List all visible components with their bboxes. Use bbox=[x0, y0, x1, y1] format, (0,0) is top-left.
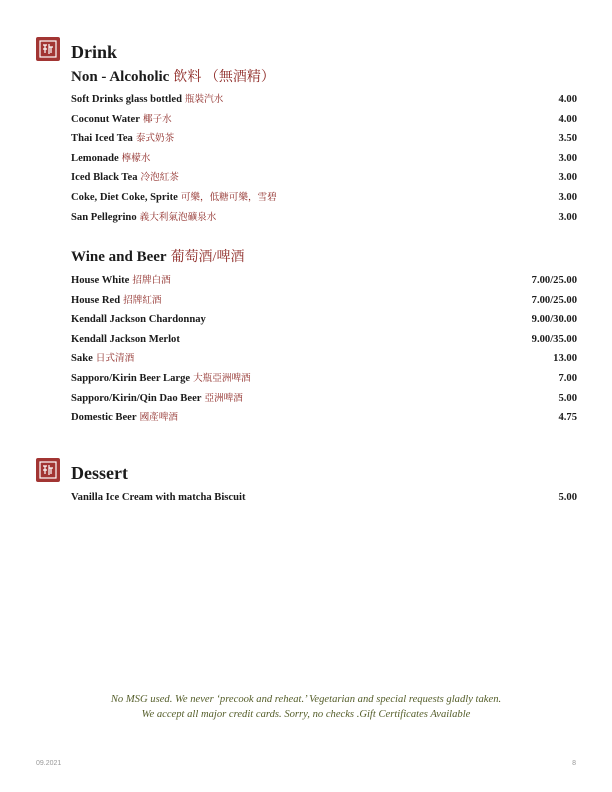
item-price: 9.00/30.00 bbox=[531, 314, 577, 326]
item-price: 3.00 bbox=[558, 152, 577, 164]
menu-item bbox=[71, 389, 577, 409]
wine-beer-title-en: Wine and Beer bbox=[71, 249, 167, 265]
item-name: Coconut Water bbox=[71, 113, 140, 125]
menu-item bbox=[71, 349, 577, 369]
drink-section-title: Drink bbox=[71, 42, 118, 62]
menu-item bbox=[71, 208, 577, 228]
menu-item bbox=[71, 369, 577, 389]
item-name-zh: 大瓶亞洲啤酒 bbox=[193, 372, 251, 384]
restaurant-seal-icon bbox=[36, 458, 60, 482]
menu-item bbox=[71, 110, 577, 130]
non-alcoholic-heading bbox=[71, 66, 275, 86]
item-price: 5.00 bbox=[558, 392, 577, 404]
item-name: Sake bbox=[71, 353, 93, 365]
menu-item bbox=[71, 408, 577, 428]
dessert-section-title: Dessert bbox=[71, 463, 128, 483]
non-alcoholic-title-en: Non - Alcoholic bbox=[71, 69, 170, 85]
footer-note-line-1: No MSG used. We never ‘precook and reheat.’ Vegetarian and special requests gladly taken. bbox=[110, 694, 502, 705]
item-name: Kendall Jackson Chardonnay bbox=[71, 314, 206, 326]
item-price: 5.00 bbox=[558, 492, 577, 503]
non-alcoholic-title-zh: 飲料 （無酒精） bbox=[173, 70, 275, 85]
non-alcoholic-list bbox=[71, 90, 577, 227]
item-name-zh: 招牌紅酒 bbox=[123, 294, 162, 306]
item-name: Thai Iced Tea bbox=[71, 133, 133, 145]
menu-item bbox=[71, 188, 577, 208]
item-name-zh: 亞洲啤酒 bbox=[204, 392, 243, 404]
item-name-zh: 冷泡紅茶 bbox=[140, 172, 179, 184]
item-price: 13.00 bbox=[553, 353, 577, 365]
item-name: House White bbox=[71, 275, 130, 286]
dessert-list bbox=[71, 488, 577, 508]
item-name: Iced Black Tea bbox=[71, 172, 138, 184]
footer-note-line-2: We accept all major credit cards. Sorry, no checks .Gift Certificates Available bbox=[141, 709, 471, 720]
item-price: 3.00 bbox=[558, 172, 577, 184]
print-date: 09.2021 bbox=[36, 760, 62, 767]
item-name-zh: 檸檬水 bbox=[121, 152, 151, 164]
item-price: 4.00 bbox=[558, 113, 577, 125]
wine-beer-title-zh: 葡萄酒/啤酒 bbox=[170, 250, 245, 265]
item-price: 9.00/35.00 bbox=[531, 333, 577, 345]
menu-item bbox=[71, 310, 577, 330]
item-name-zh: 瓶裝汽水 bbox=[184, 94, 224, 105]
item-name-zh: 國產啤酒 bbox=[139, 412, 178, 424]
menu-item bbox=[71, 168, 577, 188]
item-name-zh: 可樂，低糖可樂，雪碧 bbox=[180, 191, 277, 203]
item-name: Vanilla Ice Cream with matcha Biscuit bbox=[71, 492, 246, 503]
page-number: 8 bbox=[572, 760, 576, 767]
item-name-zh: 義大利氣泡礦泉水 bbox=[139, 211, 217, 223]
item-name-zh: 日式清酒 bbox=[95, 353, 135, 365]
wine-beer-list bbox=[71, 271, 577, 428]
item-price: 7.00 bbox=[558, 372, 577, 384]
item-name: Soft Drinks glass bottled bbox=[71, 94, 182, 105]
item-name: Coke, Diet Coke, Sprite bbox=[71, 191, 178, 203]
menu-item bbox=[71, 271, 577, 291]
item-price: 4.00 bbox=[558, 94, 577, 105]
item-name-zh: 泰式奶茶 bbox=[135, 133, 175, 145]
menu-item bbox=[71, 291, 577, 311]
item-name-zh: 椰子水 bbox=[142, 113, 172, 125]
menu-item bbox=[71, 149, 577, 169]
menu-item bbox=[71, 90, 577, 110]
item-price: 7.00/25.00 bbox=[531, 294, 577, 306]
item-name: Sapporo/Kirin Beer Large bbox=[71, 372, 191, 384]
item-name-zh: 招牌白酒 bbox=[132, 275, 171, 286]
wine-beer-heading bbox=[71, 246, 244, 266]
item-name: Kendall Jackson Merlot bbox=[71, 333, 180, 345]
item-name: Sapporo/Kirin/Qin Dao Beer bbox=[71, 392, 202, 404]
item-price: 3.00 bbox=[558, 211, 577, 223]
menu-item bbox=[71, 330, 577, 350]
restaurant-seal-icon bbox=[36, 37, 60, 61]
item-price: 7.00/25.00 bbox=[531, 275, 577, 286]
menu-item bbox=[71, 488, 577, 508]
item-price: 4.75 bbox=[558, 412, 577, 424]
item-price: 3.00 bbox=[558, 191, 577, 203]
item-name: House Red bbox=[71, 294, 121, 306]
menu-item bbox=[71, 129, 577, 149]
item-price: 3.50 bbox=[558, 133, 577, 145]
item-name: Domestic Beer bbox=[71, 412, 137, 424]
item-name: San Pellegrino bbox=[71, 211, 137, 223]
item-name: Lemonade bbox=[71, 152, 119, 164]
